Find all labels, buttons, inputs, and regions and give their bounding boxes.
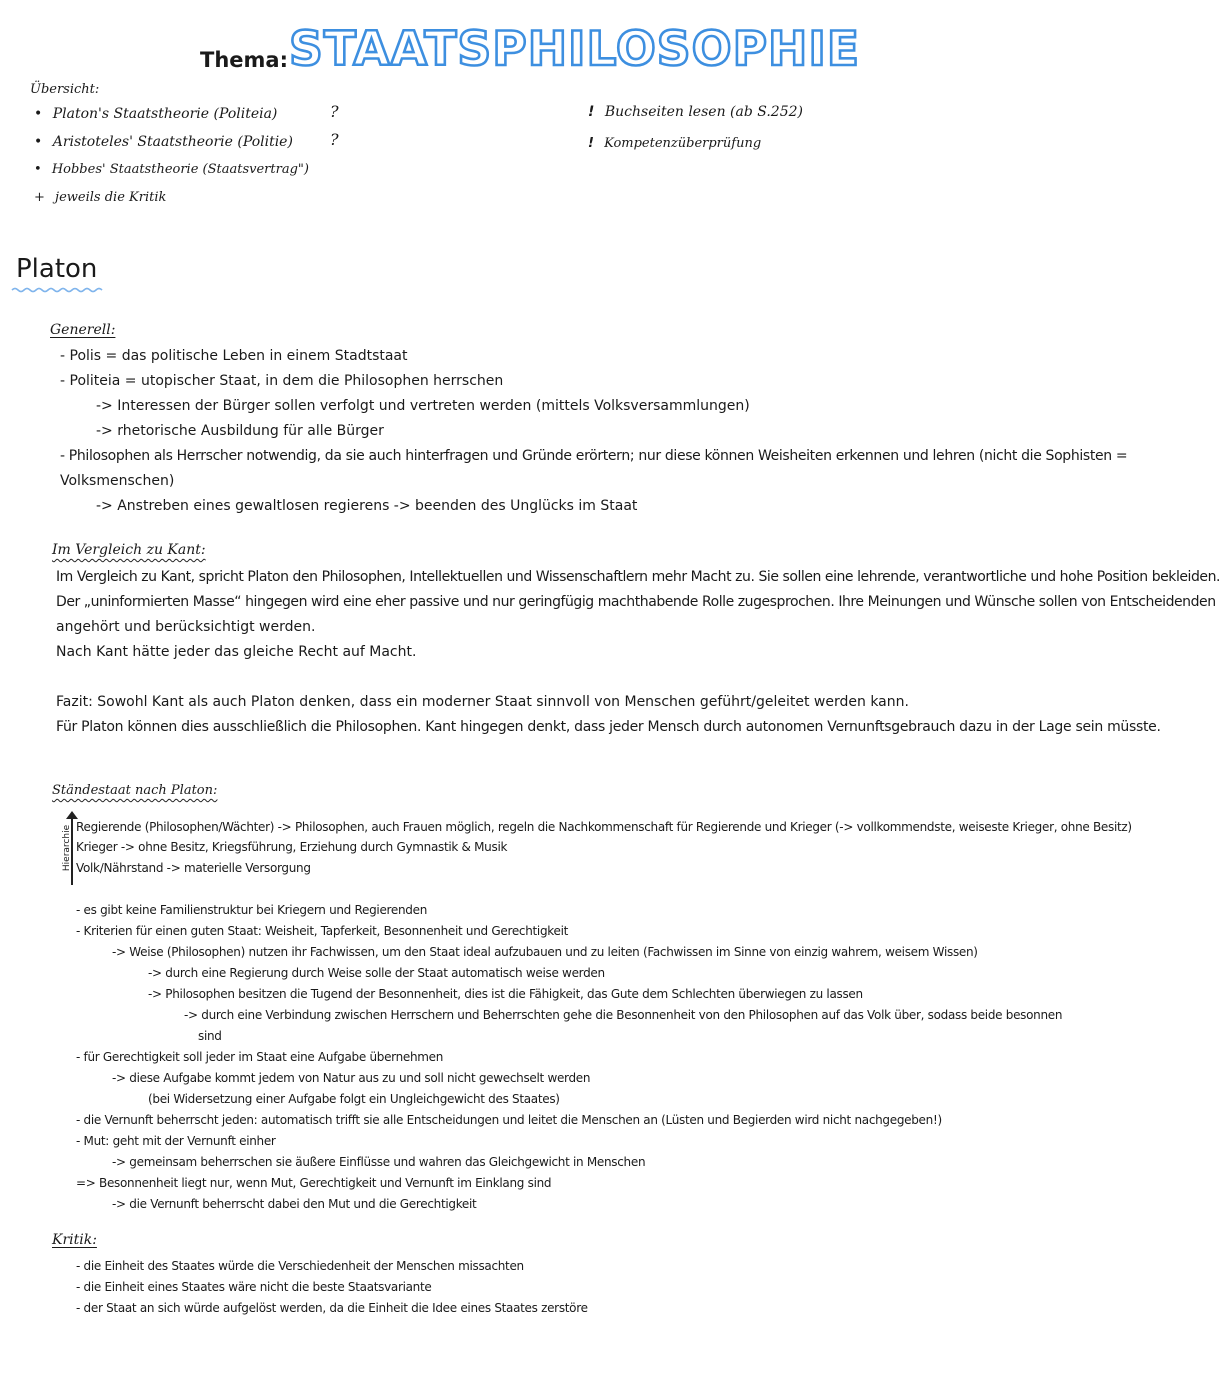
- estates-note: sind: [198, 1029, 222, 1043]
- general-heading: Generell:: [50, 322, 116, 338]
- critique-line: - die Einheit des Staates würde die Verschiedenheit der Menschen missachten: [76, 1259, 524, 1273]
- conclusion-line: Für Platon können dies ausschließlich die Philosophen. Kant hingegen denkt, dass jeder Mensch durch autonomen Vernunftsgebrauch dazu in der Lage sein müsste.: [56, 719, 1161, 735]
- section-heading-platon: Platon: [16, 254, 98, 284]
- bullet-icon: •: [34, 162, 42, 177]
- general-line: - Philosophen als Herrscher notwendig, da sie auch hinterfragen und Gründe erörtern; nur diese können Weisheiten erkennen und lehren (nicht die Sophisten =: [60, 448, 1128, 464]
- general-line: - Politeia = utopischer Staat, in dem die Philosophen herrschen: [60, 373, 504, 389]
- question-mark-icon: ?: [330, 102, 339, 121]
- comparison-line: Der „uninformierten Masse“ hingegen wird eine eher passive und nur geringfügig machthabende Rolle zugesprochen. Ihre Meinungen und Wünsche sollen von Entscheidenden: [56, 594, 1216, 610]
- overview-item-text: jeweils die Kritik: [55, 190, 167, 205]
- comparison-line: Im Vergleich zu Kant, spricht Platon den Philosophen, Intellektuellen und Wissenschaftlern mehr Macht zu. Sie sollen eine lehrende, verantwortliche und hohe Position bekleiden.: [56, 569, 1220, 585]
- overview-item: [34, 106, 277, 122]
- estates-note: -> die Vernunft beherrscht dabei den Mut und die Gerechtigkeit: [112, 1197, 477, 1211]
- overview-item-text: Aristoteles' Staatstheorie (Politie): [52, 134, 293, 150]
- hierarchy-level: Volk/Nährstand -> materielle Versorgung: [76, 861, 311, 875]
- page-title: STAATSPHILOSOPHIE: [289, 22, 860, 77]
- wavy-underline: [12, 287, 104, 293]
- note-item: [588, 136, 761, 151]
- estates-note: - es gibt keine Familienstruktur bei Kriegern und Regierenden: [76, 903, 427, 917]
- hierarchy-level: Krieger -> ohne Besitz, Kriegsführung, Erziehung durch Gymnastik & Musik: [76, 840, 508, 854]
- critique-line: - der Staat an sich würde aufgelöst werden, da die Einheit die Idee eines Staates zerstöre: [76, 1301, 588, 1315]
- estates-heading: Ständestaat nach Platon:: [52, 783, 218, 798]
- general-line: -> Anstreben eines gewaltlosen regierens -> beenden des Unglücks im Staat: [96, 498, 638, 514]
- critique-heading: Kritik:: [52, 1232, 97, 1248]
- hierarchy-level: Regierende (Philosophen/Wächter) -> Philosophen, auch Frauen möglich, regeln die Nachkommenschaft für Regierende und Krieger (-> vollkommendste, weiseste Krieger, ohne Besitz): [76, 820, 1132, 834]
- estates-note: - die Vernunft beherrscht jeden: automatisch trifft sie alle Entscheidungen und leitet die Menschen an (Lüsten und Begierden wird nicht nachgegeben!): [76, 1113, 942, 1127]
- exclamation-icon: !: [588, 136, 594, 151]
- note-text: Buchseiten lesen (ab S.252): [604, 104, 803, 120]
- overview-item-text: Hobbes' Staatstheorie (Staatsvertrag"): [51, 162, 309, 177]
- note-item: [588, 104, 803, 120]
- estates-note: => Besonnenheit liegt nur, wenn Mut, Gerechtigkeit und Vernunft im Einklang sind: [76, 1176, 552, 1190]
- general-line: -> rhetorische Ausbildung für alle Bürger: [96, 423, 384, 439]
- general-line: - Polis = das politische Leben in einem Stadtstaat: [60, 348, 408, 364]
- general-line: Volksmenschen): [60, 473, 175, 489]
- estates-note: -> durch eine Regierung durch Weise solle der Staat automatisch weise werden: [148, 966, 605, 980]
- bullet-icon: •: [34, 106, 43, 122]
- estates-note: - für Gerechtigkeit soll jeder im Staat eine Aufgabe übernehmen: [76, 1050, 444, 1064]
- topic-label: Thema:: [200, 48, 288, 72]
- overview-item: [34, 162, 309, 177]
- estates-note: -> durch eine Verbindung zwischen Herrschern und Beherrschten gehe die Besonnenheit von den Philosophen auf das Volk über, sodass beide besonnen: [184, 1008, 1063, 1022]
- overview-item: [34, 134, 293, 150]
- general-line: -> Interessen der Bürger sollen verfolgt und vertreten werden (mittels Volksversammlungen): [96, 398, 750, 414]
- estates-note: -> gemeinsam beherrschen sie äußere Einflüsse und wahren das Gleichgewicht in Menschen: [112, 1155, 646, 1169]
- overview-item-text: Platon's Staatstheorie (Politeia): [52, 106, 278, 122]
- overview-item: [34, 190, 166, 205]
- note-text: Kompetenzüberprüfung: [604, 136, 762, 151]
- estates-note: -> Philosophen besitzen die Tugend der Besonnenheit, dies ist die Fähigkeit, das Gute dem Schlechten überwiegen zu lassen: [148, 987, 863, 1001]
- estates-note: (bei Widersetzung einer Aufgabe folgt ein Ungleichgewicht des Staates): [148, 1092, 560, 1106]
- comparison-heading: Im Vergleich zu Kant:: [52, 542, 206, 558]
- overview-heading: Übersicht:: [30, 82, 100, 97]
- exclamation-icon: !: [588, 104, 595, 120]
- estates-note: -> diese Aufgabe kommt jedem von Natur aus zu und soll nicht gewechselt werden: [112, 1071, 591, 1085]
- estates-note: -> Weise (Philosophen) nutzen ihr Fachwissen, um den Staat ideal aufzubauen und zu leiten (Fachwissen im Sinne von einzig wahrem, weisem Wissen): [112, 945, 978, 959]
- comparison-line: Nach Kant hätte jeder das gleiche Recht auf Macht.: [56, 644, 417, 660]
- conclusion-line: Fazit: Sowohl Kant als auch Platon denken, dass ein moderner Staat sinnvoll von Menschen geführt/geleitet werden kann.: [56, 694, 909, 710]
- bullet-icon: •: [34, 134, 43, 150]
- estates-note: - Mut: geht mit der Vernunft einher: [76, 1134, 276, 1148]
- question-mark-icon: ?: [330, 130, 339, 149]
- critique-line: - die Einheit eines Staates wäre nicht die beste Staatsvariante: [76, 1280, 432, 1294]
- comparison-line: angehört und berücksichtigt werden.: [56, 619, 316, 635]
- plus-icon: +: [34, 190, 45, 205]
- hierarchy-label: Hierarchie: [62, 824, 73, 872]
- estates-note: - Kriterien für einen guten Staat: Weisheit, Tapferkeit, Besonnenheit und Gerechtigkeit: [76, 924, 569, 938]
